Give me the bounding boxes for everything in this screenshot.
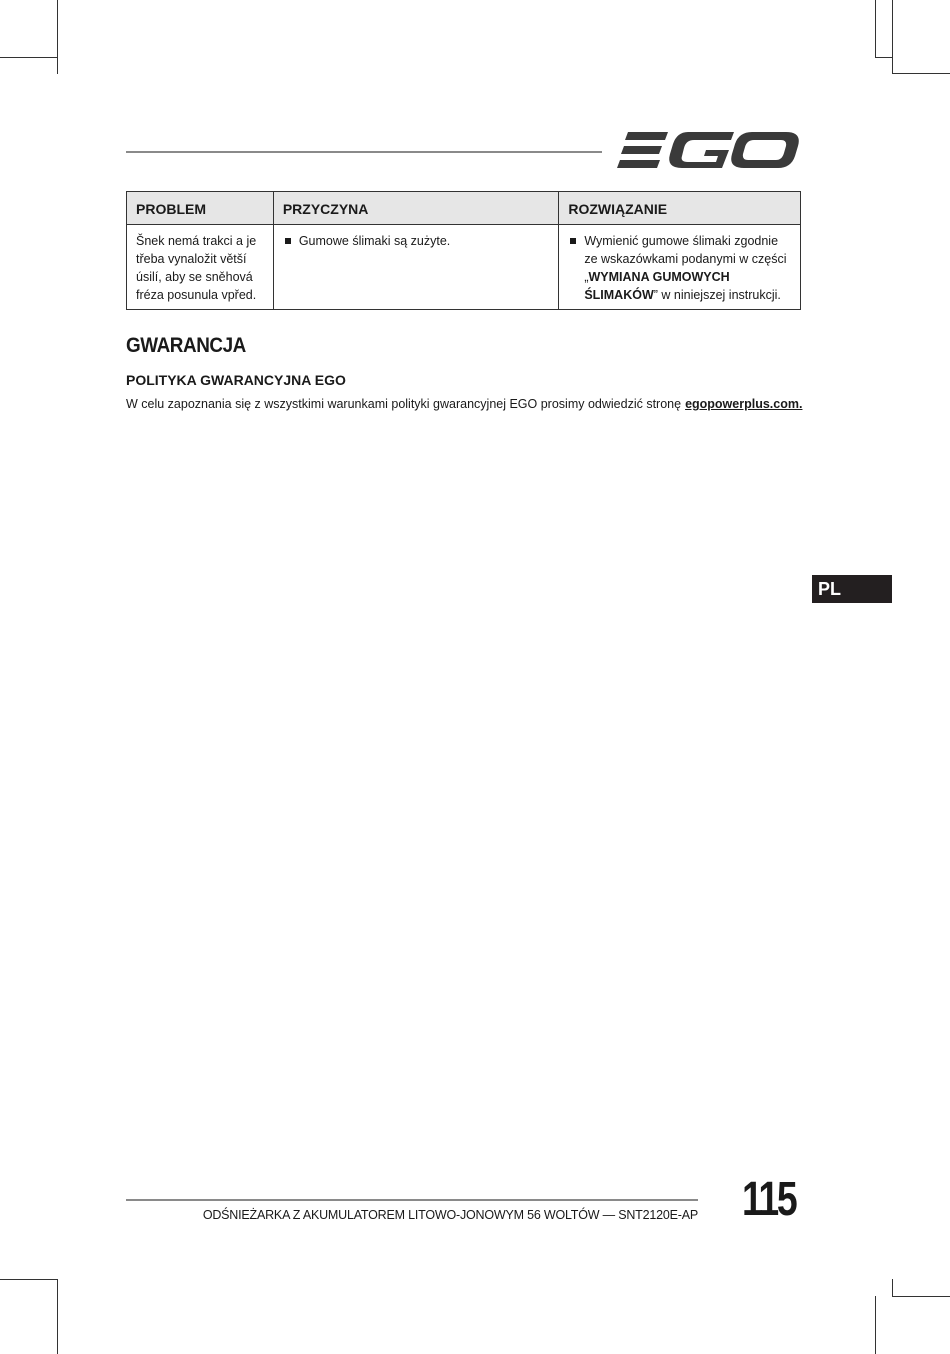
warranty-subtitle: POLITYKA GWARANCYJNA EGO <box>126 372 346 388</box>
crop-mark <box>875 57 892 58</box>
column-header-cause: PRZYCZYNA <box>273 192 559 225</box>
warranty-text <box>126 397 802 411</box>
troubleshooting-table <box>126 191 801 310</box>
page-number: 115 <box>742 1173 796 1226</box>
solution-bullet <box>568 232 791 304</box>
column-header-problem: PROBLEM <box>127 192 274 225</box>
language-tab: PL <box>812 575 892 603</box>
footer-rule <box>126 1199 698 1201</box>
ego-logo <box>616 126 800 174</box>
solution-section-ref: WYMIANA GUMOWYCH ŚLIMAKÓW <box>584 270 730 302</box>
warranty-link[interactable]: egopowerplus.com. <box>685 397 803 411</box>
crop-mark <box>0 57 58 58</box>
solution-text: Wymienić gumowe ślimaki zgodnie ze wskazówkami podanymi w części „ <box>584 234 787 284</box>
column-header-solution: ROZWIĄZANIE <box>559 192 801 225</box>
cause-bullet: Gumowe ślimaki są zużyte. <box>283 232 550 250</box>
header-rule <box>126 151 602 153</box>
crop-mark <box>875 1296 876 1354</box>
crop-mark <box>892 73 950 74</box>
warranty-title: GWARANCJA <box>126 334 246 357</box>
table-header-row <box>127 192 801 225</box>
crop-mark <box>57 1279 58 1354</box>
crop-mark <box>875 0 876 58</box>
problem-cell: Šnek nemá trakci a je třeba vynaložit větší úsilí, aby se sněhová fréza posunula vpřed. <box>127 225 274 310</box>
crop-mark <box>57 0 58 74</box>
footer-text: ODŚNIEŻARKA Z AKUMULATOREM LITOWO-JONOWYM 56 WOLTÓW — SNT2120E-AP <box>202 1208 698 1222</box>
crop-mark <box>0 1279 58 1280</box>
warranty-body: W celu zapoznania się z wszystkimi warunkami polityki gwarancyjnej EGO prosimy odwiedzić stronę <box>126 397 682 411</box>
crop-mark <box>892 1279 893 1296</box>
solution-text-end: ” w niniejszej instrukcji. <box>653 288 781 302</box>
solution-cell <box>559 225 801 310</box>
cause-cell <box>273 225 559 310</box>
crop-mark <box>892 0 893 74</box>
crop-mark <box>892 1296 950 1297</box>
table-row <box>127 225 801 310</box>
